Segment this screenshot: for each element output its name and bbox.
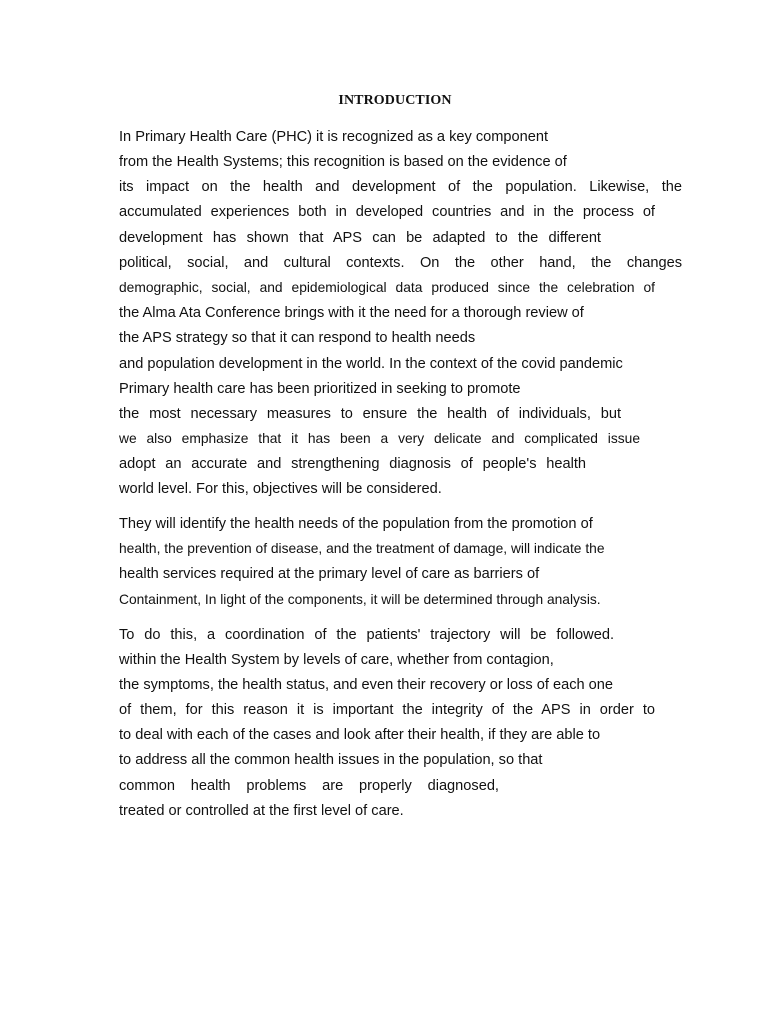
paragraph-3-line-4: of them, for this reason it is important the integrity of the APS in order to [119, 702, 655, 718]
paragraph-1-line-4: accumulated experiences both in developed countries and in the process of [119, 204, 655, 220]
paragraph-1-line-7: demographic, social, and epidemiological data produced since the celebration of [119, 280, 655, 295]
paragraph-1-line-14: adopt an accurate and strengthening diagnosis of people's health [119, 456, 586, 472]
paragraph-1-line-2: from the Health Systems; this recognition is based on the evidence of [119, 154, 567, 170]
paragraph-3-line-8: treated or controlled at the first level of care. [119, 803, 404, 819]
paragraph-1-line-5: development has shown that APS can be adapted to the different [119, 230, 601, 246]
paragraph-1-line-1: In Primary Health Care (PHC) it is recognized as a key component [119, 129, 549, 145]
paragraph-1-line-6: political, social, and cultural contexts. On the other hand, the changes [119, 255, 682, 271]
page-title: INTRODUCTION [338, 93, 452, 108]
paragraph-1-line-12: the most necessary measures to ensure the health of individuals, but [119, 406, 621, 422]
paragraph-3-line-1: To do this, a coordination of the patients' trajectory will be followed. [119, 627, 614, 643]
paragraph-1-line-15: world level. For this, objectives will be considered. [119, 481, 442, 497]
paragraph-3-line-7: common health problems are properly diagnosed, [119, 778, 499, 794]
paragraph-2-line-4: Containment, In light of the components, it will be determined through analysis. [119, 592, 601, 607]
paragraph-1-line-13: we also emphasize that it has been a very delicate and complicated issue [119, 431, 640, 446]
paragraph-1-line-9: the APS strategy so that it can respond to health needs [119, 330, 476, 346]
paragraph-2-line-1: They will identify the health needs of the population from the promotion of [119, 516, 593, 532]
paragraph-1-line-10: and population development in the world. In the context of the covid pandemic [119, 356, 623, 372]
paragraph-3-line-6: to address all the common health issues in the population, so that [119, 752, 543, 768]
paragraph-3-line-5: to deal with each of the cases and look after their health, if they are able to [119, 727, 601, 743]
paragraph-2-line-3: health services required at the primary level of care as barriers of [119, 566, 540, 582]
paragraph-2-line-2: health, the prevention of disease, and the treatment of damage, will indicate the [119, 541, 605, 556]
paragraph-1-line-11: Primary health care has been prioritized in seeking to promote [119, 381, 521, 397]
paragraph-1-line-3: its impact on the health and development of the population. Likewise, the [119, 179, 682, 195]
paragraph-3-line-2: within the Health System by levels of care, whether from contagion, [119, 652, 554, 668]
paragraph-1-line-8: the Alma Ata Conference brings with it the need for a thorough review of [119, 305, 584, 321]
paragraph-3-line-3: the symptoms, the health status, and even their recovery or loss of each one [119, 677, 614, 693]
